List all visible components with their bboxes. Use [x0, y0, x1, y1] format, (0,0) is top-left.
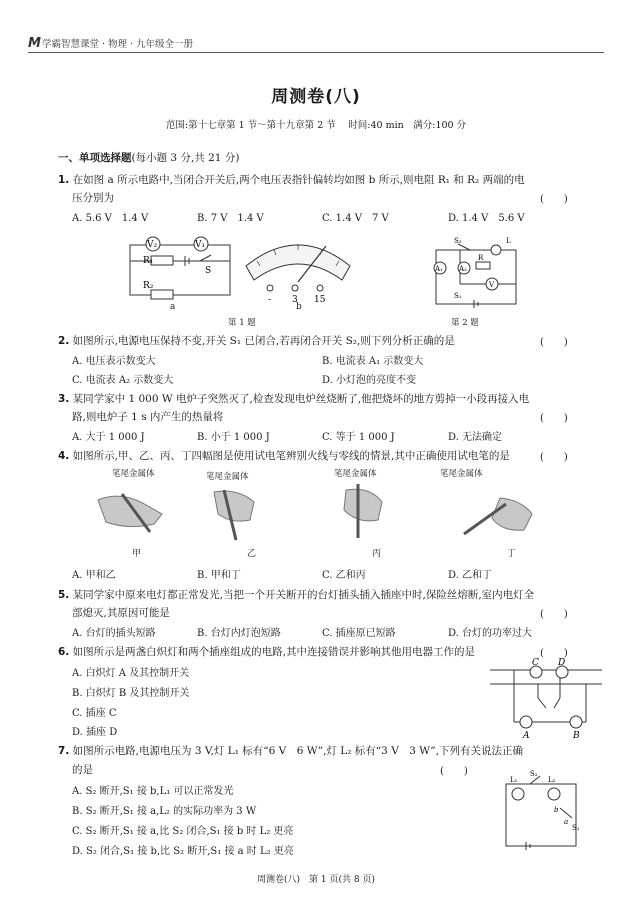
question-7-line-1: [58, 743, 523, 758]
figure-caption-1: 第 1 题: [228, 318, 256, 328]
option-a: A. 5.6 V 1.4 V: [72, 213, 149, 224]
section-heading: [58, 150, 239, 165]
option-b: B. 电流表 A₁ 示数变大: [322, 356, 424, 367]
option-a: A. 甲和乙: [72, 570, 116, 581]
option-d: D. S₂ 闭合,S₁ 接 b,比 S₂ 断开,S₁ 接 a 时 L₂ 更亮: [72, 846, 294, 857]
v-label: V: [489, 281, 495, 289]
question-number: 4.: [58, 450, 70, 462]
r1-label: R₁: [143, 256, 154, 266]
hand-pen-picture-3: [330, 480, 390, 540]
question-number: 3.: [58, 393, 70, 405]
hand-pen-picture-4: [456, 484, 536, 540]
question-3-line-1: [58, 391, 529, 406]
question-3-line-2: 路,则电炉子 1 s 内产生的热量将: [72, 411, 224, 423]
l2-label: L₂: [548, 776, 556, 784]
answer-paren: ( ): [540, 609, 568, 620]
option-b: B. S₂ 断开,S₁ 接 a,L₂ 的实际功率为 3 W: [72, 806, 257, 817]
option-a: A. 大于 1 000 J: [72, 432, 145, 443]
figure-6-household-circuit: [486, 658, 606, 740]
question-text: 某同学家中原来电灯都正常发光,当把一个开关断开的台灯插头插入插座中时,保险丝熔断,室内电灯全: [72, 589, 535, 601]
option-b: B. 台灯内灯泡短路: [197, 628, 281, 639]
option-c: C. 插座 C: [72, 708, 117, 719]
figure-b-label: b: [296, 302, 302, 312]
question-5-line-1: [58, 587, 534, 602]
r-label: R: [478, 254, 484, 262]
question-text: 在如图 a 所示电路中,当闭合开关后,两个电压表指针偏转均如图 b 所示,则电阻 R₁ 和 R₂ 两端的电: [72, 174, 525, 186]
option-d: D. 无法确定: [448, 432, 503, 443]
option-b: B. 白炽灯 B 及其控制开关: [72, 688, 190, 699]
question-text: 如图所示是两盏白炽灯和两个插座组成的电路,其中连接错误并影响其他用电器工作的是: [72, 646, 475, 658]
answer-paren: ( ): [540, 648, 568, 659]
page-footer: 周测卷(八) 第 1 页(共 8 页): [257, 875, 375, 885]
option-a: A. 电压表示数变大: [72, 356, 156, 367]
pen-label-4: 笔尾金属体: [440, 469, 483, 479]
exam-scope: 范围:第十七章第 1 节～第十九章第 2 节 时间:40 min 满分:100 分: [165, 120, 467, 131]
v2-label: V₂: [147, 240, 158, 250]
contact-a-label: a: [564, 818, 569, 826]
section-name: 一、单项选择题: [58, 152, 132, 164]
l-label: L: [506, 237, 511, 245]
question-6-line-1: [58, 644, 475, 659]
s-label: S: [205, 266, 212, 276]
question-1-line-1: [58, 172, 525, 187]
answer-paren: ( ): [540, 452, 568, 463]
option-c: C. 插座原已短路: [322, 628, 396, 639]
pen-label-2: 笔尾金属体: [206, 472, 249, 482]
option-d: D. 台灯的功率过大: [448, 628, 533, 639]
publisher-logo: M: [28, 36, 40, 51]
socket-d-label: D: [558, 658, 566, 668]
header-text: 学霸智慧课堂 · 物理 · 九年级全一册: [41, 39, 194, 50]
l1-label: L₁: [510, 776, 518, 784]
page-title: 周测卷(八): [271, 87, 361, 107]
r2-label: R₂: [143, 281, 154, 291]
meter-terminal-neg: -: [268, 295, 272, 305]
question-number: 5.: [58, 589, 70, 601]
question-text: 某同学家中 1 000 W 电炉子突然灭了,检查发现电炉丝烧断了,他把烧坏的地方剪掉一小段再接入电: [72, 393, 530, 405]
s1-label: S₁: [454, 292, 462, 300]
question-7-line-2: 的是: [72, 764, 93, 776]
pen-label-3: 笔尾金属体: [334, 469, 377, 479]
socket-c-label: C: [532, 658, 539, 668]
figure-7-circuit: [500, 768, 590, 858]
answer-paren: ( ): [540, 413, 568, 424]
figure-1a-circuit: [125, 233, 235, 303]
question-text: 如图所示,电源电压保持不变,开关 S₁ 已闭合,若再闭合开关 S₂,则下列分析正确的是: [72, 335, 455, 347]
section-note: (每小题 3 分,共 21 分): [131, 152, 240, 164]
picture-label-jia: 甲: [132, 549, 142, 559]
answer-paren: ( ): [540, 194, 568, 205]
picture-label-bing: 丙: [372, 549, 382, 559]
answer-paren: ( ): [440, 766, 468, 777]
option-a: A. 白炽灯 A 及其控制开关: [72, 668, 190, 679]
option-b: B. 甲和丁: [197, 570, 241, 581]
s2-label: S₂: [454, 237, 462, 245]
a2-label: A₂: [459, 265, 467, 273]
question-number: 1.: [58, 174, 70, 186]
a1-label: A₁: [435, 265, 443, 273]
hand-pen-picture-2: [202, 484, 262, 544]
s2-label: S₂: [530, 770, 538, 778]
option-c: C. 1.4 V 7 V: [322, 213, 389, 224]
question-text: 如图所示,甲、乙、丙、丁四幅图是使用试电笔辨别火线与零线的情景,其中正确使用试电笔的是: [72, 450, 510, 462]
v1-label: V₁: [195, 240, 206, 250]
meter-terminal-15: 15: [314, 295, 326, 305]
pen-label-1: 笔尾金属体: [112, 469, 155, 479]
lamp-b-label: B: [573, 731, 580, 740]
question-number: 6.: [58, 646, 70, 658]
figure-caption-2: 第 2 题: [451, 318, 479, 328]
option-a: A. 台灯的插头短路: [72, 628, 156, 639]
question-2-line-1: [58, 333, 455, 348]
question-number: 7.: [58, 745, 70, 757]
lamp-a-label: A: [523, 731, 530, 740]
option-c: C. 电流表 A₂ 示数变大: [72, 375, 174, 386]
s1-label: S₁: [572, 824, 580, 832]
option-d: D. 1.4 V 5.6 V: [448, 213, 525, 224]
option-d: D. 乙和丁: [448, 570, 493, 581]
option-a: A. S₂ 断开,S₁ 接 b,L₁ 可以正常发光: [72, 786, 234, 797]
question-5-line-2: 部熄灭,其原因可能是: [72, 607, 170, 619]
picture-label-ding: 丁: [507, 549, 517, 559]
option-d: D. 插座 D: [72, 727, 118, 738]
option-c: C. 等于 1 000 J: [322, 432, 395, 443]
figure-1b-voltmeter: [242, 228, 354, 308]
hand-pen-picture-1: [92, 480, 172, 536]
header-divider: [28, 52, 604, 53]
answer-paren: ( ): [540, 337, 568, 348]
option-c: C. S₂ 断开,S₁ 接 a,比 S₂ 闭合,S₁ 接 b 时 L₂ 更亮: [72, 826, 294, 837]
option-b: B. 小于 1 000 J: [197, 432, 270, 443]
picture-label-yi: 乙: [247, 549, 257, 559]
option-b: B. 7 V 1.4 V: [197, 213, 264, 224]
question-1-line-2: 压分别为: [72, 192, 114, 204]
question-number: 2.: [58, 335, 70, 347]
option-c: C. 乙和丙: [322, 570, 366, 581]
question-text: 如图所示电路,电源电压为 3 V,灯 L₁ 标有“6 V 6 W”,灯 L₂ 标有“3 V 3 W”,下列有关说法正确: [72, 745, 523, 757]
contact-b-label: b: [554, 806, 559, 814]
figure-a-label: a: [170, 302, 176, 312]
option-d: D. 小灯泡的亮度不变: [322, 375, 417, 386]
figure-2-circuit: [426, 234, 526, 314]
running-header: [28, 36, 193, 51]
meter-terminal-3: 3: [292, 295, 298, 305]
question-4-line-1: [58, 448, 510, 463]
